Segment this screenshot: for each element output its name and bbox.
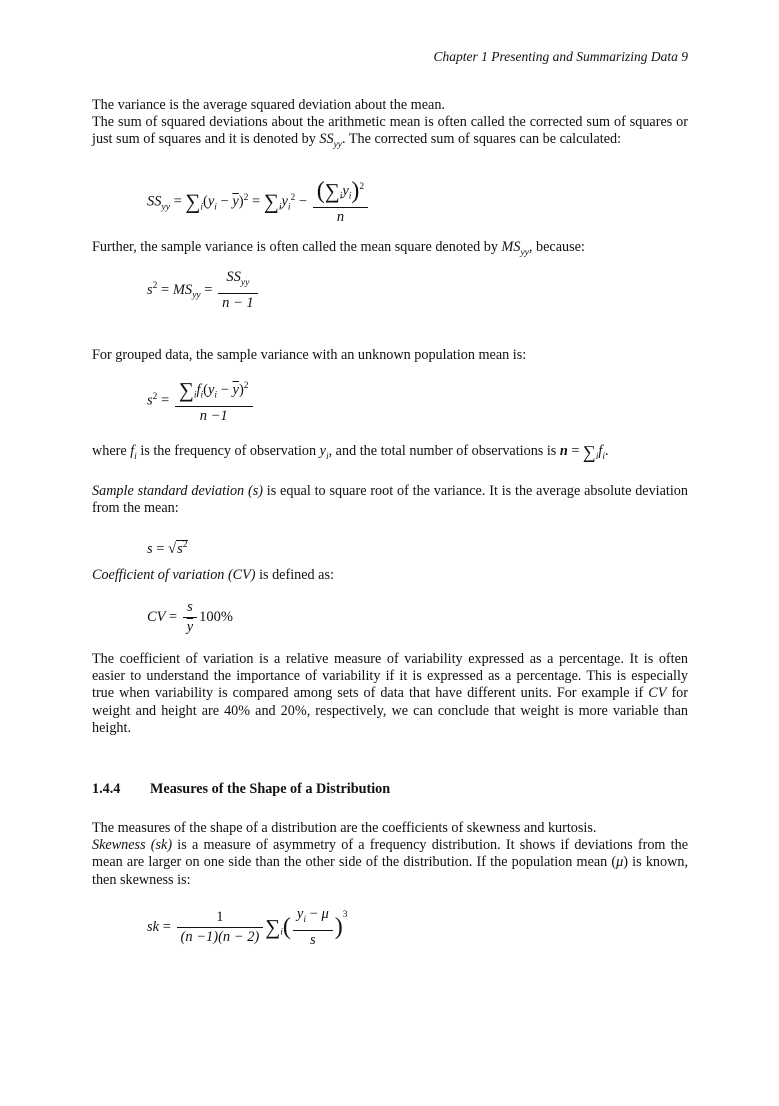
eq-inner-num: y <box>296 906 304 922</box>
symbol-ms: MS <box>501 239 521 255</box>
eq-lhs: sk <box>147 918 160 935</box>
eq-den: n − 1 <box>222 294 254 311</box>
symbol-ss: SS <box>319 131 334 148</box>
eq-den: y <box>186 619 194 635</box>
eq-num: s <box>183 598 197 618</box>
symbol-sub: yy <box>520 247 529 258</box>
eq-den: n −1 <box>199 407 228 424</box>
eq-s: s <box>147 281 153 298</box>
paragraph-cv-explanation <box>92 651 688 737</box>
section-number: 1.4.4 <box>92 781 121 797</box>
symbol-mu: μ <box>616 854 624 871</box>
text-run: is defined as: <box>255 567 334 583</box>
symbol-n: n <box>559 443 568 459</box>
text-run: , because: <box>528 239 585 255</box>
section-heading <box>92 781 390 798</box>
eq-num: 1 <box>177 908 264 928</box>
text-run: = <box>567 443 583 459</box>
term-skewness: Skewness (sk) <box>92 837 173 854</box>
symbol-cv: CV <box>648 685 667 702</box>
paragraph-variance-intro <box>92 97 688 154</box>
symbol-f: f <box>130 443 135 459</box>
eq-lhs: CV <box>147 608 166 625</box>
eq-s: s <box>147 392 153 409</box>
eq-lhs: SS <box>147 193 162 210</box>
text-run: is equal to square root of the variance. It is the average absolute deviation from the mean: <box>92 483 688 517</box>
text-run: The coefficient of variation is a relative measure of variability expressed as a percentage. It is often easier to understand the importance of variability if it is expressed as a percentage. This is especially true when variability is compared among sets of data that have different units. For example if <box>92 651 688 702</box>
text-line <box>92 114 688 154</box>
symbol-i: i <box>134 451 137 462</box>
text-run: for weight and height are 40% and 20%, respectively, we can conclude that weight is more variable than height. <box>92 685 688 736</box>
eq-inner-den: s <box>309 931 316 948</box>
text-run: Further, the sample variance is often called the mean square denoted by <box>92 239 502 255</box>
text-run: , and the total number of observations is <box>328 443 560 459</box>
eq-lhs: s <box>147 540 153 557</box>
eq-lhs-sub: yy <box>161 202 170 213</box>
text-run: The sum of squared deviations about the arithmetic mean is often called the corrected sum of squares or just sum of squares and it is denoted by <box>92 114 688 148</box>
paragraph-frequency: where $f_i$ is the frequency of observation $y_i$, and the total number of observations is $n = \sum_if_i$. <box>92 442 609 462</box>
text-run: . <box>604 443 609 459</box>
equation-standard-deviation: $s = √s^2$ <box>147 540 188 557</box>
eq-rad: s <box>177 540 183 557</box>
eq-num-sub: yy <box>240 277 250 288</box>
text-run: is the frequency of observation <box>136 443 320 459</box>
eq-sub: yy <box>192 290 201 301</box>
equation-mean-square: $s^2 = MS_{yy}$ = $\frac{SS_{yy}}{n - 1}$ <box>147 268 260 313</box>
eq-num: SS <box>226 269 241 285</box>
symbol-y: y <box>319 443 326 459</box>
term-cv: Coefficient of variation (CV) <box>92 567 256 583</box>
text-line: The variance is the average squared deviation about the mean. <box>92 97 445 113</box>
equation-sum-of-squares: $SS_{yy} = \sum_i(y_i - \overline{y})^2 = \sum_iy_i^2$ − $\frac{(\sum_iy_i)^2}{n}$ <box>147 178 370 227</box>
eq-pct: 100% <box>199 608 233 625</box>
text-run: where <box>92 443 131 459</box>
running-header: Chapter 1 Presenting and Summarizing Data 9 <box>433 49 688 64</box>
symbol-sub: yy <box>333 140 342 151</box>
eq-den: (n −1)(n − 2) <box>180 928 260 945</box>
text-run: is a measure of asymmetry of a frequency distribution. It shows if deviations from the mean are larger on one side than the other side of the distribution. If the population mean ( <box>92 837 688 871</box>
text-run: ) is known, then skewness is: <box>92 854 688 888</box>
text-run: . The corrected sum of squares can be calculated: <box>342 131 622 148</box>
paragraph-cv-definition <box>92 567 688 584</box>
text-line: The measures of the shape of a distribution are the coefficients of skewness and kurtosis. <box>92 820 597 836</box>
equation-grouped-variance: $s^2$ = $\frac{\sum_if_i(y_i - \overline{y})^2}{n -1}$ <box>147 377 255 426</box>
term-standard-deviation: Sample standard deviation (s) <box>92 483 263 499</box>
paragraph-grouped-data: For grouped data, the sample variance with an unknown population mean is: <box>92 347 527 363</box>
paragraph-shape-measures <box>92 820 688 889</box>
eq-ms: MS <box>172 281 193 298</box>
equation-skewness: sk = $\frac{1}{(n -1)(n - 2)}$ $\sum_i$( $\frac{y_i - \mu}{s}$ )$^3$ <box>147 906 348 948</box>
equation-cv: CV = $\frac{s}{y}$ 100% <box>147 599 233 635</box>
section-title: Measures of the Shape of a Distribution <box>150 781 391 797</box>
text-line <box>92 837 688 889</box>
paragraph-standard-deviation <box>92 483 688 517</box>
paragraph-mean-square <box>92 239 688 262</box>
